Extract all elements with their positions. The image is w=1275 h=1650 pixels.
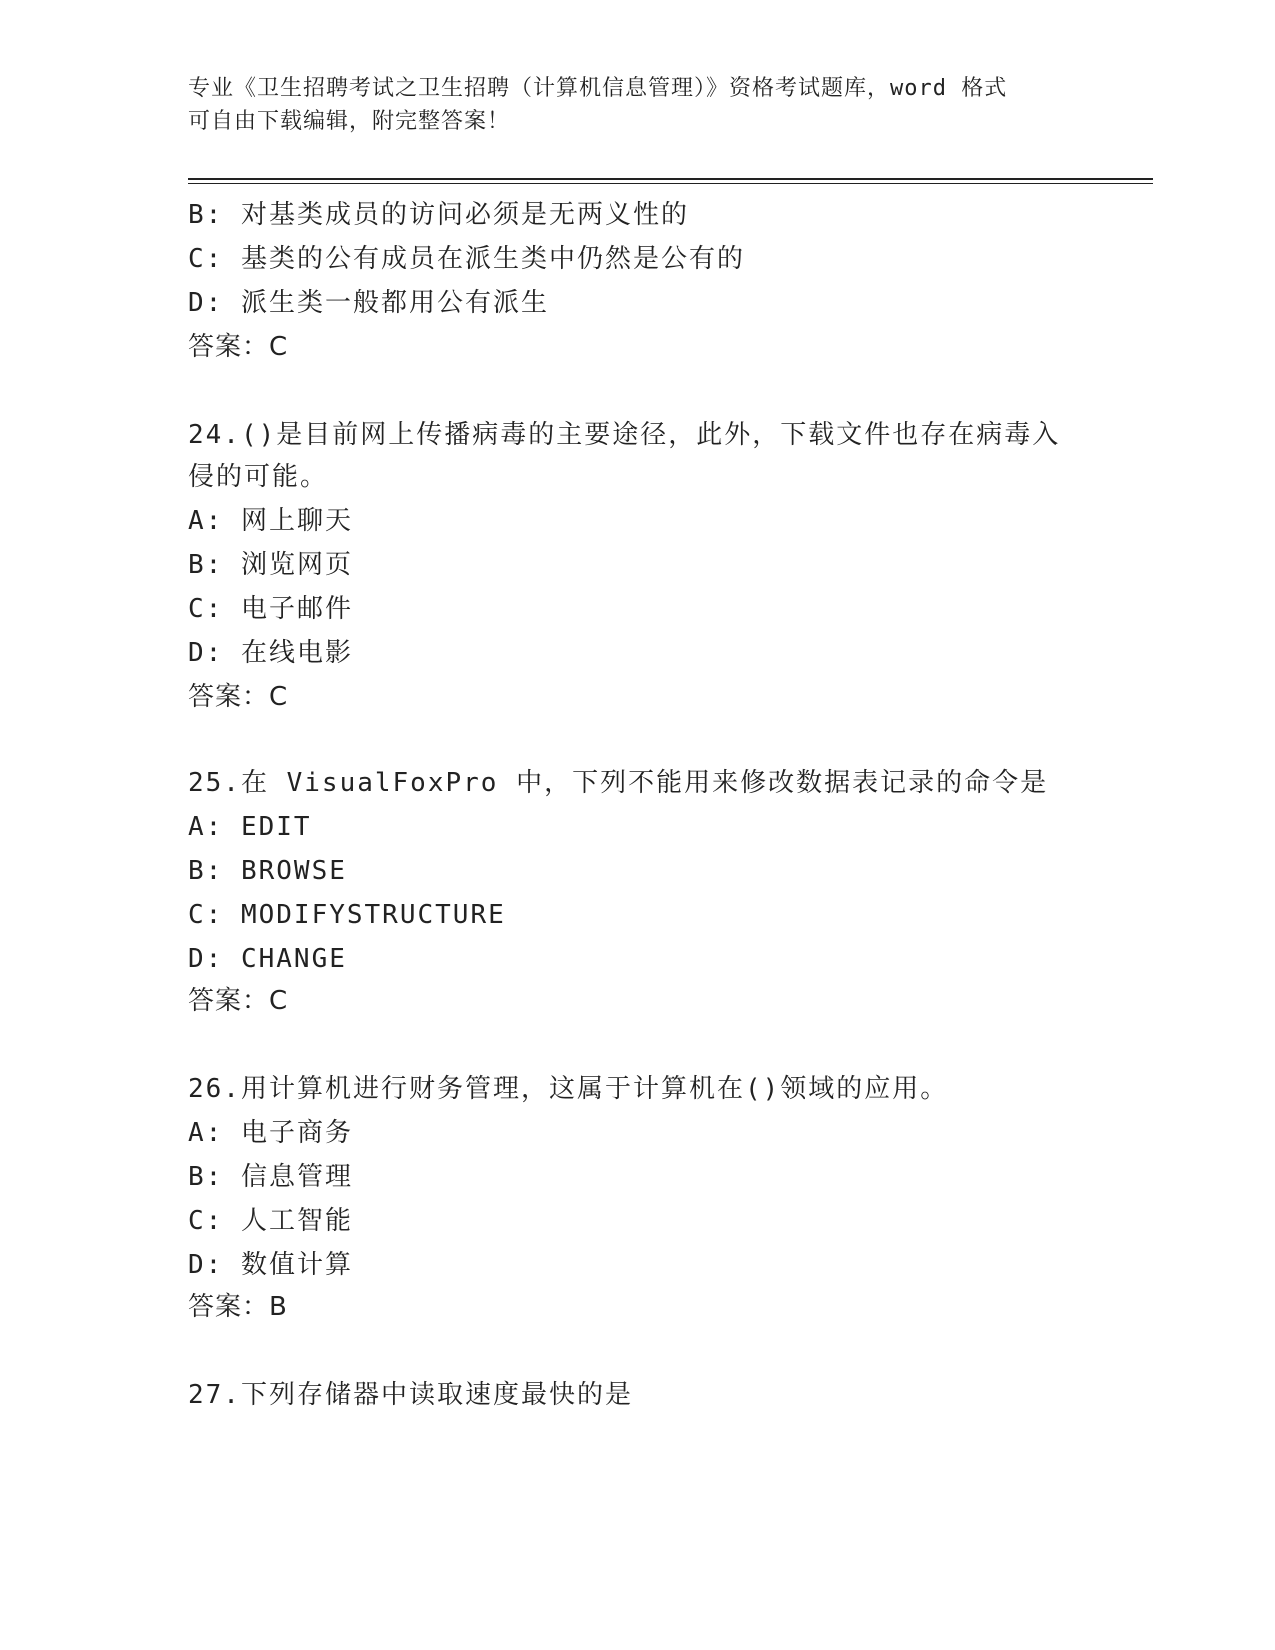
q26-option-a: A: 电子商务: [188, 1118, 353, 1148]
q26-question-line-1: 26.用计算机进行财务管理，这属于计算机在()领域的应用。: [188, 1074, 949, 1104]
header-divider-thick: [188, 178, 1153, 180]
q24-option-b: B: 浏览网页: [188, 550, 353, 580]
q25-option-a: A: EDIT: [188, 812, 312, 842]
q23-option-c: C: 基类的公有成员在派生类中仍然是公有的: [188, 244, 745, 274]
q23-option-b: B: 对基类成员的访问必须是无两义性的: [188, 200, 689, 230]
q23-answer: 答案：C: [188, 332, 289, 362]
q25-option-c: C: MODIFYSTRUCTURE: [188, 900, 506, 930]
header-divider-thin: [188, 183, 1153, 184]
q24-option-c: C: 电子邮件: [188, 594, 353, 624]
q26-option-d: D: 数值计算: [188, 1250, 353, 1280]
q23-option-d: D: 派生类一般都用公有派生: [188, 288, 549, 318]
q27-question-line-1: 27.下列存储器中读取速度最快的是: [188, 1380, 633, 1410]
q26-option-b: B: 信息管理: [188, 1162, 353, 1192]
q26-option-c: C: 人工智能: [188, 1206, 353, 1236]
q24-option-d: D: 在线电影: [188, 638, 353, 668]
q25-option-b: B: BROWSE: [188, 856, 347, 886]
header-line-2: 可自由下载编辑，附完整答案！: [188, 109, 511, 134]
q26-answer: 答案：B: [188, 1292, 288, 1322]
q25-question-line-1: 25.在 VisualFoxPro 中，下列不能用来修改数据表记录的命令是: [188, 768, 1049, 798]
q24-option-a: A: 网上聊天: [188, 506, 353, 536]
document-header: [188, 72, 1088, 138]
q25-answer: 答案：C: [188, 986, 289, 1016]
q24-question-line-2: 侵的可能。: [188, 462, 329, 492]
header-line-1: 专业《卫生招聘考试之卫生招聘（计算机信息管理）》资格考试题库，word 格式: [188, 76, 1008, 101]
q25-option-d: D: CHANGE: [188, 944, 347, 974]
q24-question-line-1: 24.()是目前网上传播病毒的主要途径，此外，下载文件也存在病毒入: [188, 420, 1061, 450]
q24-answer: 答案：C: [188, 682, 289, 712]
